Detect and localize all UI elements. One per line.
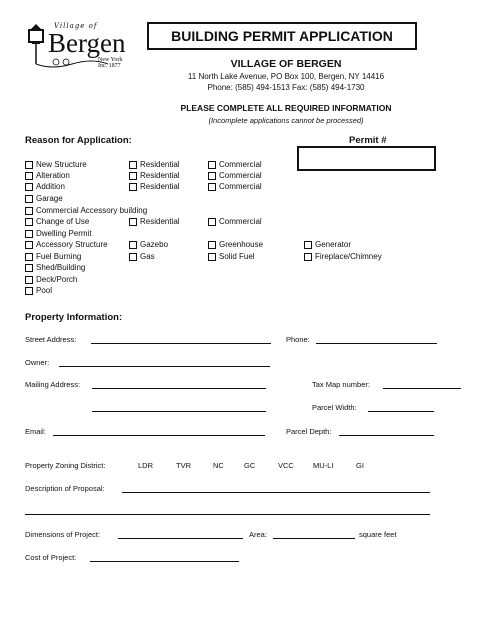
email-field[interactable] [53,435,265,436]
zone-option[interactable]: GI [356,461,364,470]
description-line2-field[interactable] [25,514,430,515]
checkbox-square[interactable] [25,195,33,203]
logo-state-text: New York [98,57,123,63]
checkbox-label: Pool [36,286,53,295]
description-label: Description of Proposal: [25,484,105,493]
checkbox-square[interactable] [25,183,33,191]
phone-field[interactable] [316,343,437,344]
checkbox-dwelling-permit[interactable] [25,229,92,239]
checkbox-accessory-structure[interactable] [25,240,108,250]
cost-field[interactable] [90,561,239,562]
checkbox-commercial-accessory[interactable] [25,206,147,216]
checkbox-fireplace-chimney[interactable] [304,252,382,262]
area-field[interactable] [273,538,355,539]
area-label: Area: [249,530,267,539]
reason-heading: Reason for Application: [25,135,132,146]
tax-map-label: Tax Map number: [312,380,370,389]
dimensions-field[interactable] [118,538,243,539]
checkbox-square[interactable] [25,230,33,238]
checkbox-gazebo[interactable] [129,240,168,250]
checkbox-square[interactable] [129,253,137,261]
checkbox-deck-porch[interactable] [25,275,77,285]
logo-name: Bergen [48,28,126,58]
mailing-address-label: Mailing Address: [25,380,81,389]
checkbox-label: Residential [140,160,180,169]
checkbox-fuel-burning[interactable] [25,252,81,262]
checkbox-change-of-use-commercial[interactable] [208,217,262,227]
phone-label: Phone: [286,335,310,344]
checkbox-label: Commercial Accessory building [36,206,148,215]
parcel-depth-label: Parcel Depth: [286,427,332,436]
checkbox-alteration-commercial[interactable] [208,171,262,181]
checkbox-label: Residential [140,182,180,191]
checkbox-label: New Structure [36,160,87,169]
checkbox-square[interactable] [208,161,216,169]
cost-label: Cost of Project: [25,553,77,562]
zone-option[interactable]: NC [213,461,224,470]
checkbox-square[interactable] [304,241,312,249]
checkbox-square[interactable] [25,207,33,215]
checkbox-pool[interactable] [25,286,52,296]
checkbox-label: Addition [36,182,65,191]
dimensions-label: Dimensions of Project: [25,530,101,539]
checkbox-label: Fireplace/Chimney [315,252,382,261]
mailing-address-field[interactable] [92,388,266,389]
permit-number-label: Permit # [349,135,387,146]
checkbox-label: Commercial [219,160,262,169]
checkbox-square[interactable] [129,183,137,191]
parcel-width-label: Parcel Width: [312,403,357,412]
incomplete-notice: (Incomplete applications cannot be processed) [208,116,364,125]
checkbox-square[interactable] [129,218,137,226]
checkbox-change-of-use[interactable] [25,217,89,227]
tax-map-field[interactable] [383,388,461,389]
checkbox-gas[interactable] [129,252,155,262]
checkbox-new-structure-residential[interactable] [129,160,180,170]
description-field[interactable] [122,492,430,493]
checkbox-label: Garage [36,194,63,203]
logo-village-of: Village of [54,22,98,30]
zone-option[interactable]: VCC [278,461,294,470]
village-phone-fax: Phone: (585) 494-1513 Fax: (585) 494-1730 [207,83,365,92]
square-feet-label: square feet [359,530,397,539]
checkbox-square[interactable] [208,183,216,191]
checkbox-label: Gazebo [140,240,169,249]
checkbox-label: Greenhouse [219,240,264,249]
checkbox-label: Commercial [219,171,262,180]
checkbox-square[interactable] [25,172,33,180]
mailing-address-line2-field[interactable] [92,411,266,412]
checkbox-label: Deck/Porch [36,275,78,284]
complete-notice: PLEASE COMPLETE ALL REQUIRED INFORMATION [180,103,392,113]
parcel-depth-field[interactable] [339,435,434,436]
permit-number-field[interactable] [297,146,436,171]
checkbox-square[interactable] [25,161,33,169]
checkbox-label: Commercial [219,217,262,226]
checkbox-square[interactable] [208,218,216,226]
checkbox-square[interactable] [25,264,33,272]
checkbox-label: Gas [140,252,155,261]
checkbox-shed-building[interactable] [25,263,85,273]
checkbox-square[interactable] [208,241,216,249]
owner-label: Owner: [25,358,50,367]
checkbox-garage[interactable] [25,194,63,204]
parcel-width-field[interactable] [368,411,434,412]
village-address: 11 North Lake Avenue, PO Box 100, Bergen, NY 14416 [187,72,385,81]
zone-option[interactable]: LDR [138,461,154,470]
checkbox-alteration[interactable] [25,171,70,181]
street-address-field[interactable] [91,343,271,344]
zone-option[interactable]: GC [244,461,256,470]
checkbox-new-structure[interactable] [25,160,87,170]
checkbox-square[interactable] [25,287,33,295]
checkbox-square[interactable] [208,172,216,180]
checkbox-label: Accessory Structure [36,240,108,249]
checkbox-addition-commercial[interactable] [208,182,262,192]
checkbox-label: Alteration [36,171,70,180]
zone-option[interactable]: MU-LI [313,461,334,470]
logo-state [98,57,122,69]
checkbox-square[interactable] [129,241,137,249]
checkbox-label: Dwelling Permit [36,229,92,238]
checkbox-solid-fuel[interactable] [208,252,255,262]
checkbox-label: Fuel Burning [36,252,82,261]
email-label: Email: [25,427,46,436]
checkbox-generator[interactable] [304,240,351,250]
checkbox-label: Generator [315,240,352,249]
checkbox-label: Residential [140,217,180,226]
checkbox-square[interactable] [25,241,33,249]
checkbox-change-of-use-residential[interactable] [129,217,180,227]
street-address-label: Street Address: [25,335,77,344]
logo-inc-text: Inc. 1877 [98,63,121,69]
checkbox-label: Change of Use [36,217,90,226]
checkbox-square[interactable] [208,253,216,261]
checkbox-label: Solid Fuel [219,252,255,261]
checkbox-square[interactable] [25,218,33,226]
checkbox-greenhouse[interactable] [208,240,263,250]
checkbox-square[interactable] [25,276,33,284]
village-logo [22,20,130,78]
checkbox-label: Commercial [219,182,262,191]
checkbox-square[interactable] [129,161,137,169]
checkbox-label: Shed/Building [36,263,86,272]
checkbox-square[interactable] [304,253,312,261]
checkbox-addition[interactable] [25,182,65,192]
checkbox-label: Residential [140,171,180,180]
page-title: BUILDING PERMIT APPLICATION [147,22,417,50]
checkbox-alteration-residential[interactable] [129,171,180,181]
owner-field[interactable] [59,366,270,367]
checkbox-square[interactable] [129,172,137,180]
property-heading: Property Information: [25,312,123,323]
checkbox-addition-residential[interactable] [129,182,180,192]
zoning-district-label: Property Zoning District: [25,461,106,470]
village-name: VILLAGE OF BERGEN [230,58,342,70]
checkbox-square[interactable] [25,253,33,261]
zone-option[interactable]: TVR [176,461,191,470]
checkbox-new-structure-commercial[interactable] [208,160,262,170]
